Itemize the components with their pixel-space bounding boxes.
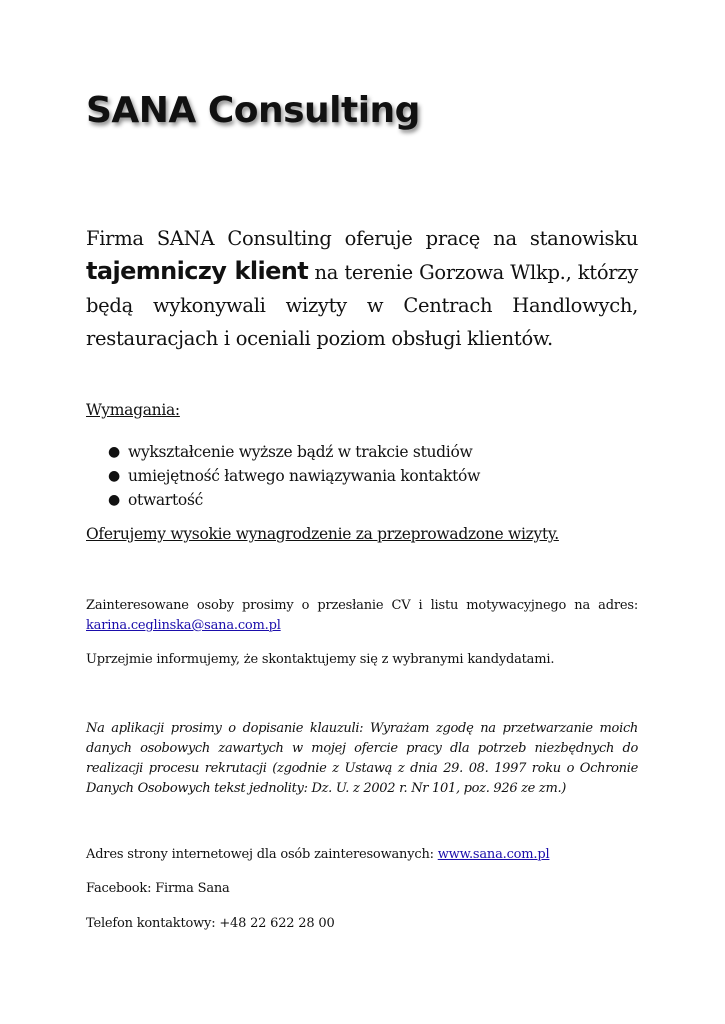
website-link[interactable]: www.sana.com.pl [437, 847, 550, 862]
bullet-icon: ● [108, 468, 120, 484]
website-label: Adres strony internetowej dla osób zainteresowanych: [86, 847, 438, 862]
requirement-text: umiejętność łatwego nawiązywania kontaktów [128, 467, 481, 485]
intro-text-end: na terenie Gorzowa Wlkp., którzy będą wykonywali wizyty w Centrach Handlowych, restauracjach i oceniali poziom obsługi klientów. [86, 261, 638, 350]
requirement-text: otwartość [128, 491, 203, 509]
requirements-list [86, 440, 480, 512]
bullet-icon: ● [108, 492, 120, 508]
intro-paragraph [86, 222, 638, 355]
contact-paragraph [86, 596, 638, 636]
bullet-icon: ● [108, 444, 120, 460]
email-link[interactable]: karina.ceglinska@sana.com.pl [86, 618, 281, 633]
phone-line: Telefon kontaktowy: +48 22 622 28 00 [86, 916, 335, 931]
intro-position-highlight: tajemniczy klient [86, 257, 309, 285]
intro-text-start: Firma SANA Consulting oferuje pracę na stanowisku [86, 227, 638, 250]
contact-text: Zainteresowane osoby prosimy o przesłanie CV i listu motywacyjnego na adres: [86, 598, 638, 613]
offer-statement: Oferujemy wysokie wynagrodzenie za przeprowadzone wizyty. [86, 525, 559, 543]
candidate-note: Uprzejmie informujemy, że skontaktujemy się z wybranymi kandydatami. [86, 652, 555, 667]
page-title: SANA Consulting [86, 90, 420, 131]
requirement-item [86, 440, 480, 464]
requirement-item [86, 464, 480, 488]
facebook-line: Facebook: Firma Sana [86, 881, 230, 896]
requirements-heading: Wymagania: [86, 401, 180, 419]
privacy-clause: Na aplikacji prosimy o dopisanie klauzuli: Wyrażam zgodę na przetwarzanie moich danych osobowych zawartych w mojej ofercie pracy dla potrzeb niezbędnych do realizacji procesu rekrutacji (zgodnie z Ustawą z dnia 29. 08. 1997 roku o Ochronie Danych Osobowych tekst jednolity: Dz. U. z 2002 r. Nr 101, poz. 926 ze zm.) [86, 721, 638, 796]
requirement-item [86, 488, 480, 512]
website-line [86, 847, 549, 862]
requirement-text: wykształcenie wyższe bądź w trakcie studiów [128, 443, 473, 461]
